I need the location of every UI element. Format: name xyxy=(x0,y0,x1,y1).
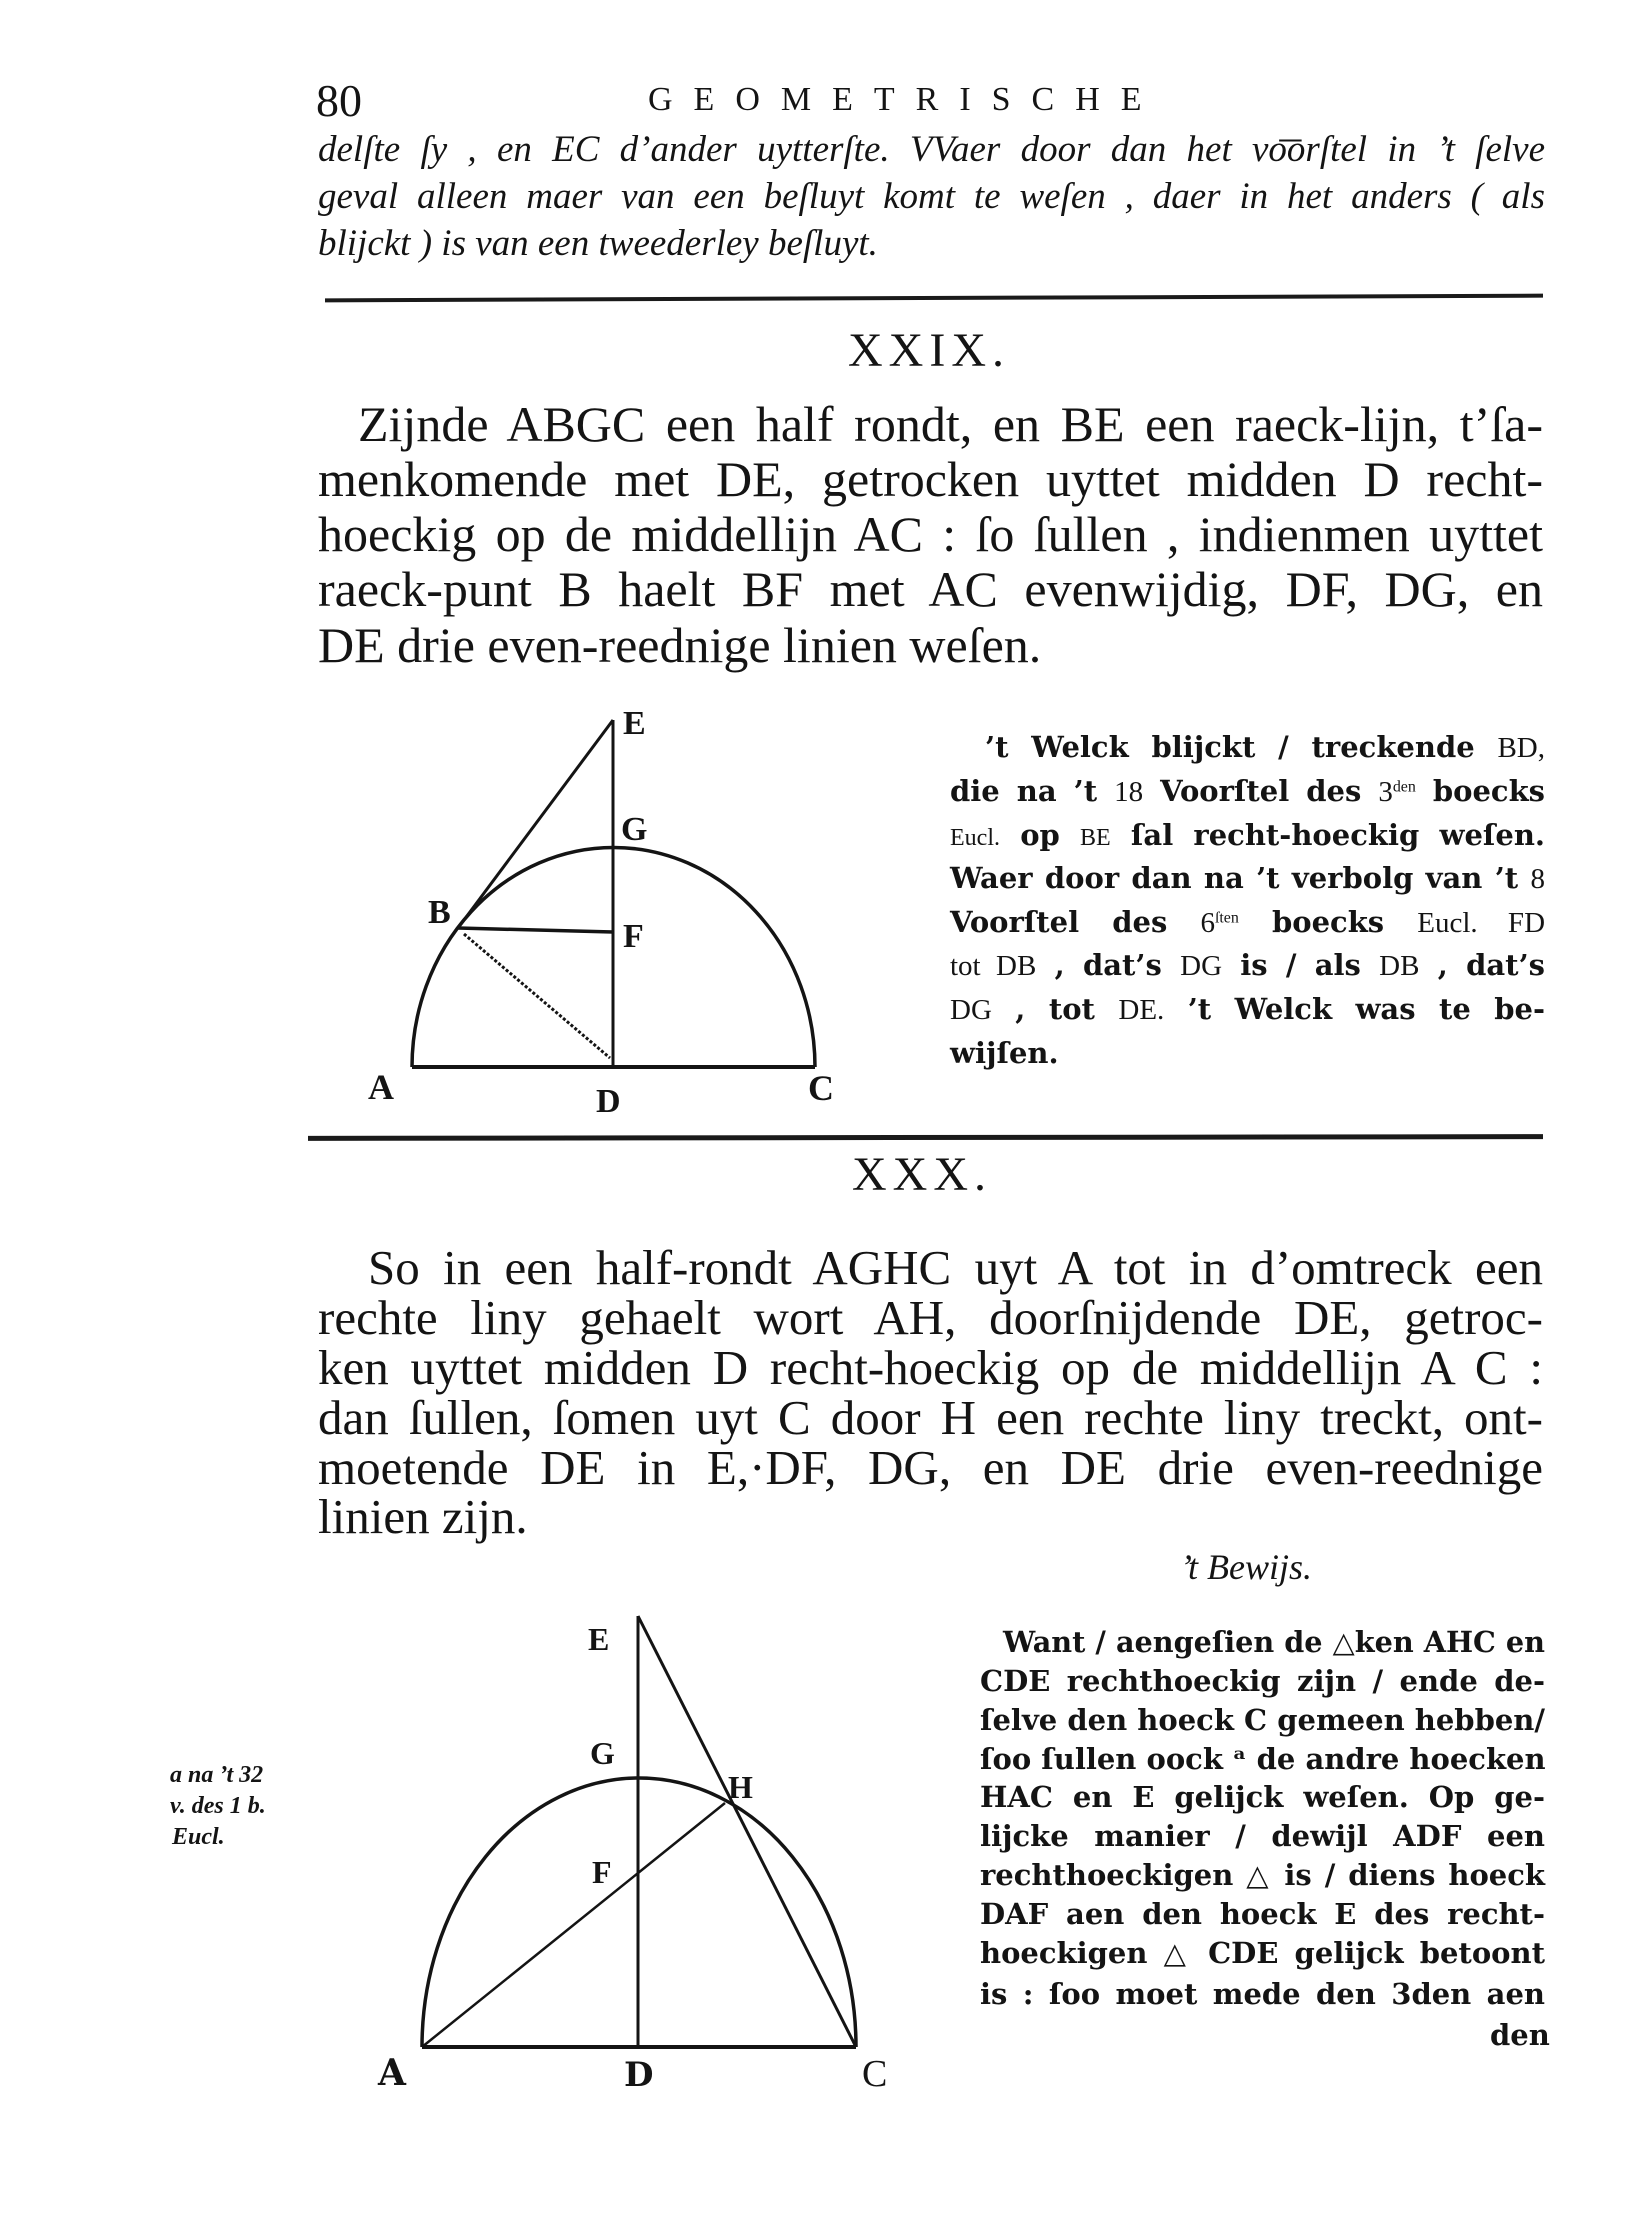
text-line: ken uyttet midden D recht-hoeckig op de middellijn A C : xyxy=(318,1340,1543,1395)
label-H: H xyxy=(728,1769,753,1805)
label-A: A xyxy=(368,1067,394,1107)
text-line: geval alleen maer van een beſluyt komt te weſen , daer in het anders ( als xyxy=(318,176,1545,217)
text-line: Waer door dan na ’t verbolg van ’t 8 xyxy=(950,861,1545,895)
label-E: E xyxy=(623,705,646,742)
text-line: is : ſoo moet mede den 3den aen xyxy=(980,1977,1545,2011)
text-line: Eucl. op BE ſal recht-hoeckig weſen. xyxy=(950,818,1546,852)
text-line: So in een half-rondt AGHC uyt A tot in d’omtreck een xyxy=(368,1240,1543,1295)
label-G: G xyxy=(590,1735,615,1771)
label-G: G xyxy=(621,811,648,848)
margin-note-line: v. des 1 b. xyxy=(170,1793,266,1819)
text-line: hoeckigen △ CDE gelijck betoont xyxy=(980,1936,1545,1970)
text-line: ſelve den hoeck C gemeen hebben/ xyxy=(980,1703,1545,1737)
label-C: C xyxy=(808,1068,834,1108)
text-line: ’t Welck blijckt / treckende BD, xyxy=(985,730,1545,764)
tangent-BE xyxy=(458,720,613,928)
line-CE xyxy=(638,1616,856,2047)
text-line: DAF aen den hoeck E des recht- xyxy=(980,1897,1545,1931)
margin-note-line: Eucl. xyxy=(172,1824,225,1850)
text-line: tot DB , dat’s DG is / als DB , dat’s xyxy=(950,948,1545,982)
label-D: D xyxy=(596,1083,621,1120)
proposition-number: XXIX. xyxy=(848,324,1010,377)
figure-tangent-semicircle xyxy=(340,690,920,1130)
text-line: delſte ſy , en EC d’ander uytterſte. VVaer door dan het vo͞orſtel in ’t ſelve xyxy=(318,129,1545,170)
page-number: 80 xyxy=(316,75,362,126)
section-divider xyxy=(325,294,1543,303)
running-title: GEOMETRISCHE xyxy=(648,81,1163,118)
label-C: C xyxy=(862,2053,888,2095)
text-line: DE drie even-reednige linien weſen. xyxy=(318,617,1042,673)
text-line: ſoo ſullen oock ᵃ de andre hoecken xyxy=(980,1742,1546,1776)
proof-title: ’t Bewijs. xyxy=(1180,1547,1312,1587)
text-line: Zijnde ABGC een half rondt, en BE een raeck-lijn, t’ſa- xyxy=(358,396,1543,452)
text-line: hoeckig op de middellijn AC : ſo ſullen , indienmen uyttet xyxy=(318,506,1543,562)
text-line: DG , tot DE. ’t Welck was te be- xyxy=(950,992,1545,1026)
text-line: raeck-punt B haelt BF met AC evenwijdig, DF, DG, en xyxy=(318,561,1543,617)
chord-AH xyxy=(422,1803,725,2047)
text-line: wijſen. xyxy=(950,1036,1059,1070)
label-A: A xyxy=(378,2052,406,2094)
text-line: menkomende met DE, getrocken uyttet midden D recht- xyxy=(318,451,1543,507)
label-F: F xyxy=(592,1854,612,1890)
label-F: F xyxy=(623,918,644,955)
label-E: E xyxy=(588,1621,610,1657)
label-D: D xyxy=(624,2055,654,2095)
text-line: Voorſtel des $6^{ſten}$ boecks Eucl. FD xyxy=(950,905,1546,939)
text-line: die na ’t 18 Voorſtel des $3^{den}$ boecks xyxy=(950,774,1545,808)
text-line: rechte liny gehaelt wort AH, doorſnijdende DE, getroc- xyxy=(318,1290,1543,1345)
proposition-number: XXX. xyxy=(852,1148,992,1201)
text-line: Want / aengeſien de △ken AHC en xyxy=(1003,1625,1545,1659)
section-divider xyxy=(308,1134,1543,1141)
text-line: dan ſullen, ſomen uyt C door H een rechte liny treckt, ont- xyxy=(318,1390,1543,1445)
margin-note-line: a na ’t 32 xyxy=(170,1762,264,1788)
line-BF xyxy=(458,928,613,932)
text-line: linien zijn. xyxy=(318,1489,528,1544)
label-B: B xyxy=(428,894,451,931)
dotted-line-BD xyxy=(464,934,610,1058)
text-line: moetende DE in E,·DF, DG, en DE drie even-reednige xyxy=(318,1440,1543,1495)
text-line: rechthoeckigen △ is / diens hoeck xyxy=(980,1858,1545,1892)
text-line: HAC en E gelijck weſen. Op ge- xyxy=(980,1780,1545,1814)
text-line: den xyxy=(1490,2018,1550,2052)
figure-semicircle-chords xyxy=(380,1600,900,2070)
text-line: CDE rechthoeckig zijn / ende de- xyxy=(980,1664,1545,1698)
text-line: blijckt ) is van een tweederley beſluyt. xyxy=(318,223,878,264)
text-line: lijcke manier / dewijl ADF een xyxy=(980,1819,1545,1853)
